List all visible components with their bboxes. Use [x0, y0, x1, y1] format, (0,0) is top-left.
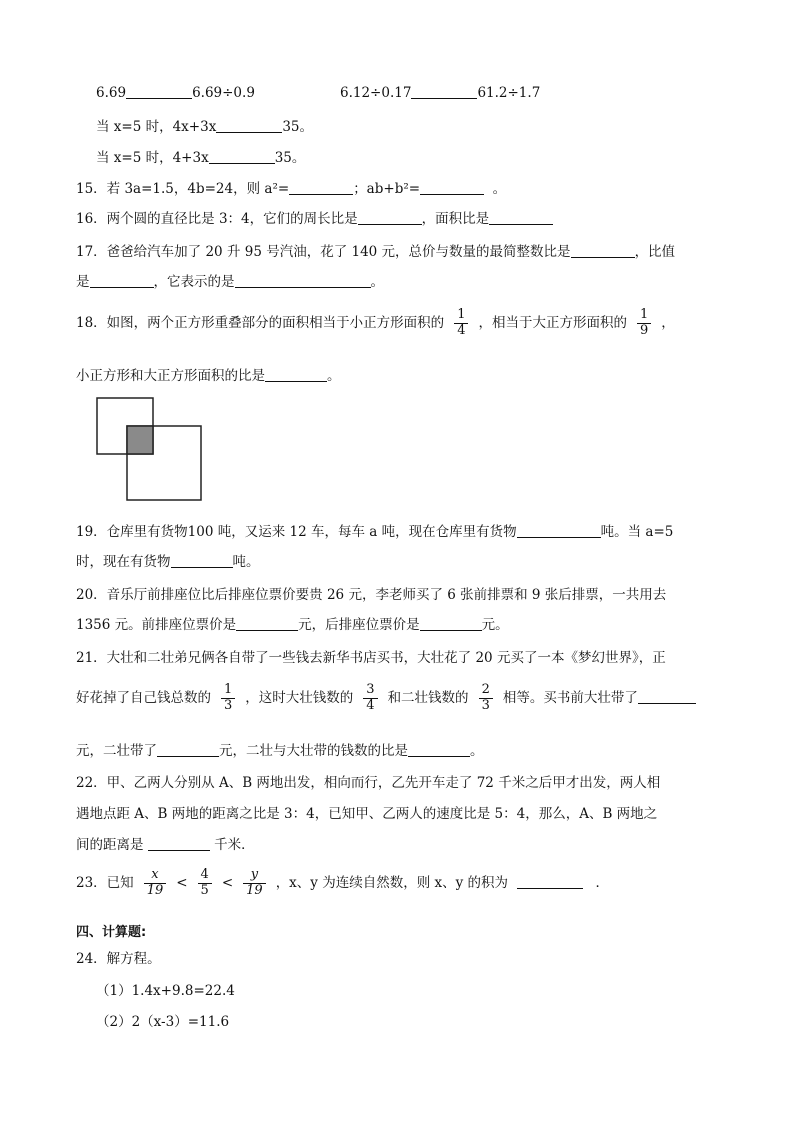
q23: 23．已知 $\frac{x}{19}$ < $\frac{4}{5}$ < $\frac{y}{19}$ ，x、y 为连续自然数，则 x、y 的积为 ．: [76, 867, 610, 898]
q14-row-c: 当 x=5 时，4x+3x 35。: [96, 119, 314, 135]
section-4-title: 四、计算题:: [76, 925, 147, 940]
q22-blank[interactable]: [148, 836, 210, 851]
q17-blank-2[interactable]: [90, 273, 154, 288]
q14-row-d: 当 x=5 时，4+3x 35。: [96, 150, 306, 166]
q24-title: 24．解方程。: [76, 951, 161, 967]
q20-blank-2[interactable]: [420, 616, 482, 631]
q20-line-1: 20．音乐厅前排座位比后排座位票价要贵 26 元，李老师买了 6 张前排票和 9 张后排票，一共用去: [76, 587, 667, 603]
q22-line-3: 间的距离是 千米．: [76, 837, 255, 853]
q15-blank-1[interactable]: [289, 180, 353, 195]
q18-overlap-squares-figure: [96, 397, 206, 503]
q16: 16．两个圆的直径比是 3：4，它们的周长比是 ，面积比是: [76, 207, 553, 227]
q18-line-1: 18．如图，两个正方形重叠部分的面积相当于小正方形面积的 $\frac{1}{4}$ ，相当于大正方形面积的 $\frac{1}{9}$ ，: [76, 307, 675, 338]
q23-fraction-4-5: $\frac{4}{5}$: [198, 868, 212, 899]
q16-blank-2[interactable]: [489, 210, 553, 225]
q15: 15．若 3a=1.5，4b=24，则 a²= ；ab+b²= 。: [76, 181, 507, 197]
q22-line-1: 22．甲、乙两人分别从 A、B 两地出发，相向而行，乙先开车走了 72 千米之后甲才出发，两人相: [76, 775, 661, 791]
q24-equation-2: （2）2（x-3）=11.6: [96, 1014, 230, 1030]
q21-line-2: 好花掉了自己钱总数的 $\frac{1}{3}$ ，这时大壮钱数的 $\frac{3}{4}$ 和二壮钱数的 $\frac{2}{3}$ 相等。买书前大壮带了: [76, 683, 696, 714]
q23-fraction-x: $\frac{x}{19}$: [144, 868, 167, 899]
q21-line-3: 元，二壮带了 元，二壮与大壮带的钱数的比是 。: [76, 743, 484, 759]
q20-blank-1[interactable]: [236, 616, 298, 631]
q16-blank-1[interactable]: [358, 210, 422, 225]
q14-a-blank[interactable]: [126, 84, 192, 99]
q24-equation-1: （1）1.4x+9.8=22.4: [96, 983, 235, 999]
q14-c-blank[interactable]: [216, 118, 282, 133]
q17-line-1: 17．爸爸给汽车加了 20 升 95 号汽油，花了 140 元，总价与数量的最简整数比是 ，比值: [76, 244, 676, 260]
q18-blank[interactable]: [265, 367, 327, 382]
q21-fraction-2: $\frac{3}{4}$: [363, 683, 377, 714]
q22-line-2: 遇地点距 A、B 两地的距离之比是 3：4，已知甲、乙两人的速度比是 5：4，那么，A、B 两地之: [76, 806, 658, 822]
q14-d-blank[interactable]: [209, 149, 275, 164]
q21-blank-1[interactable]: [638, 689, 696, 704]
q14-b-blank[interactable]: [411, 84, 477, 99]
q14-row-a: 6.69 6.69÷0.9: [96, 85, 255, 101]
q18-fraction-1: $\frac{1}{4}$: [454, 308, 468, 339]
q18-line-2: 小正方形和大正方形面积的比是 。: [76, 368, 341, 384]
q21-line-1: 21．大壮和二壮弟兄俩各自带了一些钱去新华书店买书，大壮花了 20 元买了一本《梦幻世界》，正: [76, 650, 666, 666]
q18-fraction-2: $\frac{1}{9}$: [637, 308, 651, 339]
q17-line-2: 是 ，它表示的是 。: [76, 274, 384, 290]
q19-line-1: 19．仓库里有货物100 吨，又运来 12 车，每车 a 吨，现在仓库里有货物 吨。当 a=5: [76, 524, 674, 540]
q17-blank-3[interactable]: [235, 273, 371, 288]
q21-blank-3[interactable]: [408, 742, 470, 757]
q21-fraction-1: $\frac{1}{3}$: [221, 683, 235, 714]
q23-fraction-y: $\frac{y}{19}$: [243, 868, 266, 899]
q14-row-b: 6.12÷0.17 61.2÷1.7: [340, 85, 541, 101]
overlap-region: [127, 426, 153, 454]
q20-line-2: 1356 元。前排座位票价是 元，后排座位票价是 元。: [76, 617, 509, 633]
q17-blank-1[interactable]: [571, 243, 635, 258]
q19-blank-1[interactable]: [517, 523, 601, 538]
q19-blank-2[interactable]: [171, 553, 233, 568]
q19-line-2: 时，现在有货物 吨。: [76, 554, 260, 570]
q23-blank[interactable]: [517, 874, 583, 889]
q15-blank-2[interactable]: [420, 180, 484, 195]
q21-blank-2[interactable]: [157, 742, 219, 757]
q21-fraction-3: $\frac{2}{3}$: [479, 683, 493, 714]
